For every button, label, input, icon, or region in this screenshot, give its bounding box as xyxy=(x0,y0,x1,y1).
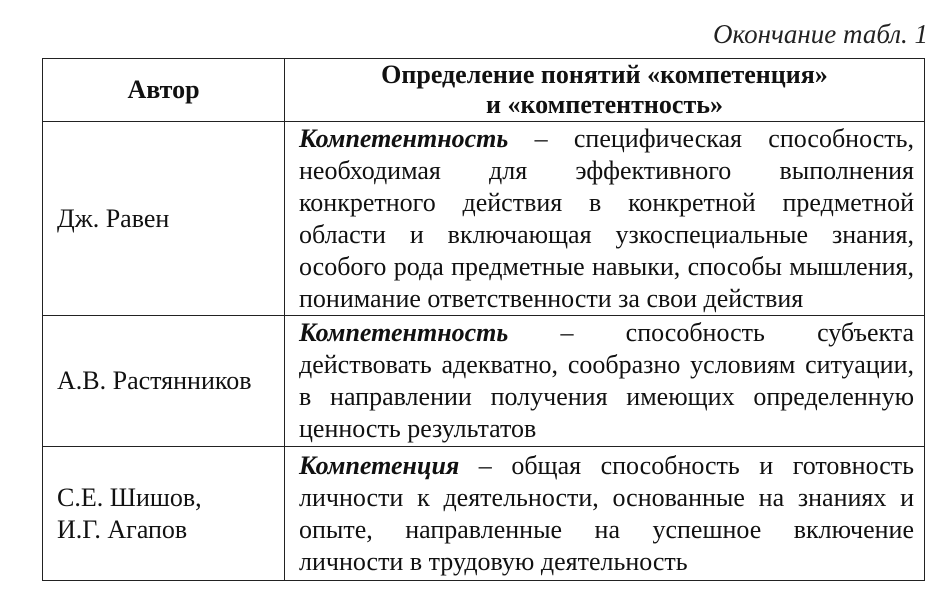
author-cell xyxy=(43,316,285,447)
definition-term: Компетентность xyxy=(299,123,509,153)
table-row xyxy=(43,316,925,447)
definition-text: – способность субъекта действовать адекватно, сообразно условиям ситуации, в направлении получения имеющих определенную ценность результатов xyxy=(299,318,914,443)
header-author: Автор xyxy=(43,59,285,122)
header-definition xyxy=(285,59,925,122)
definition-cell xyxy=(285,122,925,316)
table-row xyxy=(43,122,925,316)
author-cell xyxy=(43,447,285,581)
table-continuation-caption: Окончание табл. 1 xyxy=(712,19,928,49)
author-name: С.Е. Шишов, xyxy=(57,482,202,512)
definition-text: – специфическая способность, необходимая для эффективного выполнения конкретного действия в конкретной предметной области и включающая узкоспециальные знания, особого рода предметные навыки, способы мышления, понимание ответственности за свои действия xyxy=(299,123,914,313)
definition-term: Компетенция xyxy=(299,450,460,480)
table-row xyxy=(43,447,925,581)
table-header-row xyxy=(43,59,925,122)
definition-cell xyxy=(285,447,925,581)
header-definition-line1: Определение понятий «компетенция» xyxy=(381,60,828,89)
definition-cell xyxy=(285,316,925,447)
author-name: И.Г. Агапов xyxy=(57,514,188,544)
definition-term: Компетентность xyxy=(299,318,509,347)
author-name: Дж. Равен xyxy=(57,203,170,233)
definitions-table xyxy=(42,58,925,581)
author-cell xyxy=(43,122,285,316)
author-name: А.В. Растянников xyxy=(57,366,252,395)
definition-text: – общая способность и готовность личности к деятельности, основанные на знаниях и опыте, направленные на успешное включение личности в трудовую деятельность xyxy=(299,450,914,576)
header-definition-line2: и «компетентность» xyxy=(486,90,723,119)
